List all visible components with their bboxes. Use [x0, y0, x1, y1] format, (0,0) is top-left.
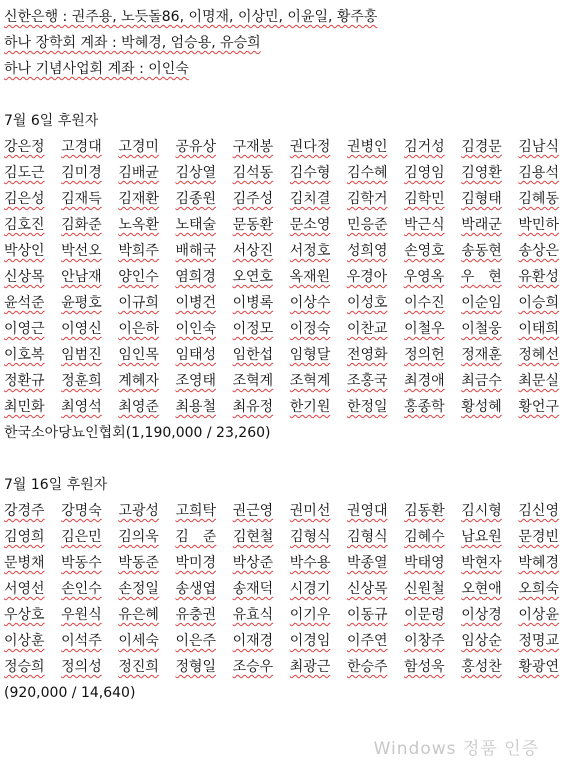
sponsor-sections: [4, 108, 559, 706]
sponsor-name: 이기우: [289, 607, 331, 623]
sponsor-name: 정재훈: [461, 347, 502, 363]
section-title: 7월 6일 후원자: [4, 113, 99, 129]
sponsor-name: 김형식: [289, 529, 331, 545]
sponsor-name: 송재덕: [232, 581, 274, 597]
sponsor-name: 김형태: [461, 191, 502, 207]
sponsor-name: 이상훈: [4, 633, 45, 649]
sponsor-name: 옥재원: [289, 269, 331, 285]
sponsor-name: 윤석준: [4, 295, 45, 311]
section-title: 7월 16일 후원자: [4, 477, 108, 493]
sponsor-name: 이문령: [404, 607, 445, 623]
sponsor-name: 한승주: [346, 659, 388, 675]
sponsor-name: 이상경: [461, 607, 502, 623]
sponsor-name: 전영화: [346, 347, 388, 363]
sponsor-name: 이순임: [461, 295, 502, 311]
sponsor-name: 서상진: [232, 243, 274, 259]
sponsor-name: 한정일: [346, 399, 388, 415]
name-row: [4, 628, 559, 654]
name-row: [4, 186, 559, 212]
name-row: [4, 238, 559, 264]
sponsor-name: 서정호: [289, 243, 331, 259]
sponsor-name: 시경기: [289, 581, 331, 597]
sponsor-name: 배해국: [175, 243, 217, 259]
sponsor-name: 남요원: [461, 529, 502, 545]
sponsor-name: 정의성: [61, 659, 102, 675]
name-row: [4, 576, 559, 602]
sponsor-name: 임한섭: [232, 347, 274, 363]
sponsor-name: 김학민: [404, 191, 445, 207]
sponsor-name: 이병건: [175, 295, 217, 311]
sponsor-name: 노옥환: [118, 217, 159, 233]
sponsor-name: 김영희: [4, 529, 45, 545]
name-row: [4, 134, 559, 160]
sponsor-name: 이성호: [346, 295, 388, 311]
bank-line-scholarship: [4, 30, 559, 56]
sponsor-name: 황광연: [518, 659, 559, 675]
sponsor-name: 권미선: [289, 503, 331, 519]
sponsor-name: 송생엽: [175, 581, 217, 597]
sponsor-name: 이정숙: [289, 321, 331, 337]
sponsor-name: 정혜선: [518, 347, 559, 363]
sponsor-name: 박종열: [346, 555, 388, 571]
sponsor-name: 조혁계: [289, 373, 331, 389]
name-row: [4, 524, 559, 550]
sponsor-name: 이영근: [4, 321, 45, 337]
sponsor-name: 고희탁: [175, 503, 217, 519]
sponsor-name: 김 준: [175, 529, 217, 545]
sponsor-name: 정명교: [518, 633, 559, 649]
sponsor-name: 문경빈: [518, 529, 559, 545]
sponsor-name: 정훈희: [61, 373, 102, 389]
sponsor-name: 정승희: [4, 659, 45, 675]
name-row: [4, 160, 559, 186]
sponsor-name: 이동규: [346, 607, 388, 623]
sponsor-name: 김재환: [118, 191, 159, 207]
sponsor-name: 임태성: [175, 347, 217, 363]
sponsor-name: 계혜자: [118, 373, 159, 389]
name-row: [4, 290, 559, 316]
sponsor-name: 김동환: [404, 503, 445, 519]
sponsor-name: 박상인: [4, 243, 45, 259]
sponsor-name: 강명숙: [61, 503, 102, 519]
sponsor-name: 황언구: [518, 399, 559, 415]
sponsor-name: 최영준: [118, 399, 159, 415]
sponsor-name: 이철웅: [461, 321, 502, 337]
name-row: [4, 342, 559, 368]
sponsor-name: 최용철: [175, 399, 217, 415]
sponsor-name: 박미경: [175, 555, 217, 571]
sponsor-name: 김수혜: [346, 165, 388, 181]
section-footer: 한국소아당뇨인협회(1,190,000 / 23,260): [4, 425, 271, 441]
sponsor-name: 박수용: [289, 555, 331, 571]
sponsor-name: 김주성: [232, 191, 274, 207]
sponsor-name: 김상열: [175, 165, 217, 181]
name-row: [4, 654, 559, 680]
sponsor-name: 고광성: [118, 503, 159, 519]
sponsor-name: 김미경: [61, 165, 102, 181]
sponsor-name: 신원철: [404, 581, 445, 597]
sponsor-name: 김화준: [61, 217, 102, 233]
sponsor-name: 김시형: [461, 503, 502, 519]
header-text: 신한은행 : 권주용, 노듯돌86, 이명재, 이상민, 이윤일, 황주홍: [4, 9, 378, 25]
sponsor-name: 최유정: [232, 399, 274, 415]
sponsor-name: 유효식: [232, 607, 274, 623]
sponsor-name: 김영임: [404, 165, 445, 181]
sponsor-name: 유은혜: [118, 607, 159, 623]
sponsor-name: 김용석: [518, 165, 559, 181]
sponsor-name: 권근영: [232, 503, 274, 519]
sponsor-name: 홍성찬: [461, 659, 502, 675]
sponsor-name: 이태희: [518, 321, 559, 337]
sponsor-name: 조승우: [232, 659, 274, 675]
sponsor-name: 김종원: [175, 191, 217, 207]
sponsor-name: 이상수: [289, 295, 331, 311]
sponsor-name: 정진희: [118, 659, 159, 675]
sponsor-name: 김치결: [289, 191, 331, 207]
sponsor-name: 권병인: [346, 139, 388, 155]
sponsor-name: 김은성: [4, 191, 45, 207]
sponsor-name: 함성욱: [404, 659, 445, 675]
sponsor-name: 김배균: [118, 165, 159, 181]
sponsor-name: 우상호: [4, 607, 45, 623]
sponsor-name: 박민하: [518, 217, 559, 233]
sponsor-name: 문병채: [4, 555, 45, 571]
sponsor-name: 문소영: [289, 217, 331, 233]
sponsor-name: 최민화: [4, 399, 45, 415]
sponsor-name: 강은정: [4, 139, 45, 155]
sponsor-name: 김혜수: [404, 529, 445, 545]
sponsor-name: 김신영: [518, 503, 559, 519]
sponsor-name: 정의헌: [404, 347, 445, 363]
sponsor-name: 김형식: [347, 529, 388, 545]
bank-line-memorial: [4, 56, 559, 82]
sponsor-name: 노태술: [175, 217, 217, 233]
sponsor-name: 구재봉: [232, 139, 274, 155]
sponsor-name: 공유상: [175, 139, 217, 155]
sponsor-name: 조영태: [175, 373, 217, 389]
sponsor-name: 안남재: [61, 269, 102, 285]
sponsor-name: 손인수: [61, 581, 102, 597]
name-row: [4, 316, 559, 342]
sponsor-name: 신상목: [4, 269, 45, 285]
sponsor-name: 우영옥: [403, 269, 445, 285]
sponsor-name: 최광근: [289, 659, 331, 675]
sponsor-name: 권다정: [289, 139, 331, 155]
sponsor-name: 유환성: [518, 269, 559, 285]
sponsor-name: 이은주: [175, 633, 217, 649]
sponsor-name: 김혜동: [518, 191, 559, 207]
sponsor-name: 이경임: [289, 633, 331, 649]
sponsor-name: 최금수: [461, 373, 502, 389]
sponsor-name: 오희숙: [518, 581, 559, 597]
blank-line: [4, 82, 559, 108]
sponsor-name: 이규희: [118, 295, 159, 311]
sponsor-name: 최영석: [61, 399, 102, 415]
sponsor-name: 이주연: [346, 633, 388, 649]
sponsor-name: 김수형: [289, 165, 331, 181]
sponsor-name: 권영대: [346, 503, 388, 519]
sponsor-name: 조혁계: [232, 373, 274, 389]
name-row: [4, 368, 559, 394]
sponsor-name: 김은민: [61, 529, 102, 545]
name-row: [4, 498, 559, 524]
sponsor-name: 송상은: [518, 243, 559, 259]
sponsor-name: 임인목: [118, 347, 159, 363]
sponsor-name: 이세숙: [118, 633, 159, 649]
sponsor-name: 김영환: [461, 165, 502, 181]
sponsor-name: 김현철: [232, 529, 274, 545]
sponsor-name: 박상준: [232, 555, 274, 571]
sponsor-name: 염희경: [175, 269, 216, 285]
sponsor-name: 박현자: [461, 555, 502, 571]
sponsor-name: 김경문: [461, 139, 502, 155]
sponsor-name: 정환규: [4, 373, 45, 389]
sponsor-name: 손영호: [404, 243, 445, 259]
sponsor-name: 임상순: [461, 633, 502, 649]
sponsor-name: 김재득: [61, 191, 102, 207]
sponsor-name: 송동현: [461, 243, 502, 259]
blank-line: [4, 446, 559, 472]
sponsor-name: 김남식: [518, 139, 559, 155]
sponsor-name: 이병록: [232, 295, 274, 311]
sponsor-name: 이호복: [4, 347, 45, 363]
sponsor-name: 이수진: [404, 295, 445, 311]
name-row: [4, 394, 559, 420]
sponsor-name: 이재경: [232, 633, 274, 649]
sponsor-name: 최경애: [404, 373, 445, 389]
sponsor-name: 임형달: [289, 347, 331, 363]
sponsor-name: 우원식: [61, 607, 102, 623]
sponsor-name: 민응준: [346, 217, 388, 233]
header-text: 하나 장학회 계좌 : 박혜경, 엄승용, 유승희: [4, 35, 261, 51]
sponsor-name: 성희영: [346, 243, 388, 259]
sponsor-name: 문동환: [232, 217, 274, 233]
sponsor-name: 이창주: [404, 633, 445, 649]
sponsor-name: 이철우: [404, 321, 445, 337]
sponsor-name: 박희주: [118, 243, 159, 259]
sponsor-name: 윤평호: [61, 295, 102, 311]
header-text: 하나 기념사업회 계좌 : 이인숙: [4, 61, 189, 77]
sponsor-name: 오연호: [232, 269, 273, 285]
sponsor-name: 이영신: [61, 321, 102, 337]
sponsor-name: 우경아: [346, 269, 388, 285]
sponsor-name: 강경주: [4, 503, 45, 519]
sponsor-name: 박근식: [404, 217, 445, 233]
sponsor-name: 박동수: [61, 555, 102, 571]
activation-watermark: Windows 정품 인증: [373, 739, 539, 759]
bank-line-shinhan: [4, 4, 559, 30]
document-body: [4, 4, 559, 706]
sponsor-name: 김호진: [4, 217, 45, 233]
sponsor-name: 정형일: [175, 659, 217, 675]
sponsor-name: 박혜경: [518, 555, 559, 571]
sponsor-name: 이석주: [61, 633, 102, 649]
sponsor-name: 양인수: [118, 269, 159, 285]
sponsor-name: 우 현: [460, 269, 502, 285]
sponsor-name: 한기원: [289, 399, 331, 415]
sponsor-name: 박래군: [461, 217, 502, 233]
sponsor-name: 손정일: [118, 581, 159, 597]
sponsor-name: 김학거: [346, 191, 388, 207]
sponsor-name: 조홍국: [346, 373, 388, 389]
name-row: [4, 550, 559, 576]
sponsor-name: 이승희: [518, 295, 559, 311]
sponsor-name: 임범진: [61, 347, 102, 363]
sponsor-name: 고경대: [61, 139, 102, 155]
sponsor-name: 김도근: [4, 165, 45, 181]
sponsor-name: 이은하: [118, 321, 159, 337]
sponsor-name: 이정모: [232, 321, 274, 337]
sponsor-name: 김거성: [404, 139, 445, 155]
name-row: [4, 602, 559, 628]
sponsor-name: 이찬교: [346, 321, 388, 337]
sponsor-name: 박태영: [404, 555, 445, 571]
sponsor-name: 홍종학: [404, 399, 445, 415]
sponsor-name: 이인숙: [175, 321, 217, 337]
sponsor-name: 박선오: [61, 243, 102, 259]
sponsor-name: 최문실: [518, 373, 559, 389]
section-footer: (920,000 / 14,640): [4, 685, 136, 701]
sponsor-name: 고경미: [118, 139, 159, 155]
sponsor-name: 오현애: [461, 581, 502, 597]
name-row: [4, 264, 559, 290]
sponsor-name: 서영선: [4, 581, 45, 597]
sponsor-name: 유충권: [175, 607, 217, 623]
sponsor-name: 김의욱: [118, 529, 159, 545]
name-row: [4, 212, 559, 238]
sponsor-name: 박동준: [118, 555, 159, 571]
sponsor-name: 신상목: [346, 581, 388, 597]
sponsor-name: 황성혜: [461, 399, 502, 415]
sponsor-name: 김석동: [232, 165, 274, 181]
sponsor-name: 이상윤: [518, 607, 559, 623]
